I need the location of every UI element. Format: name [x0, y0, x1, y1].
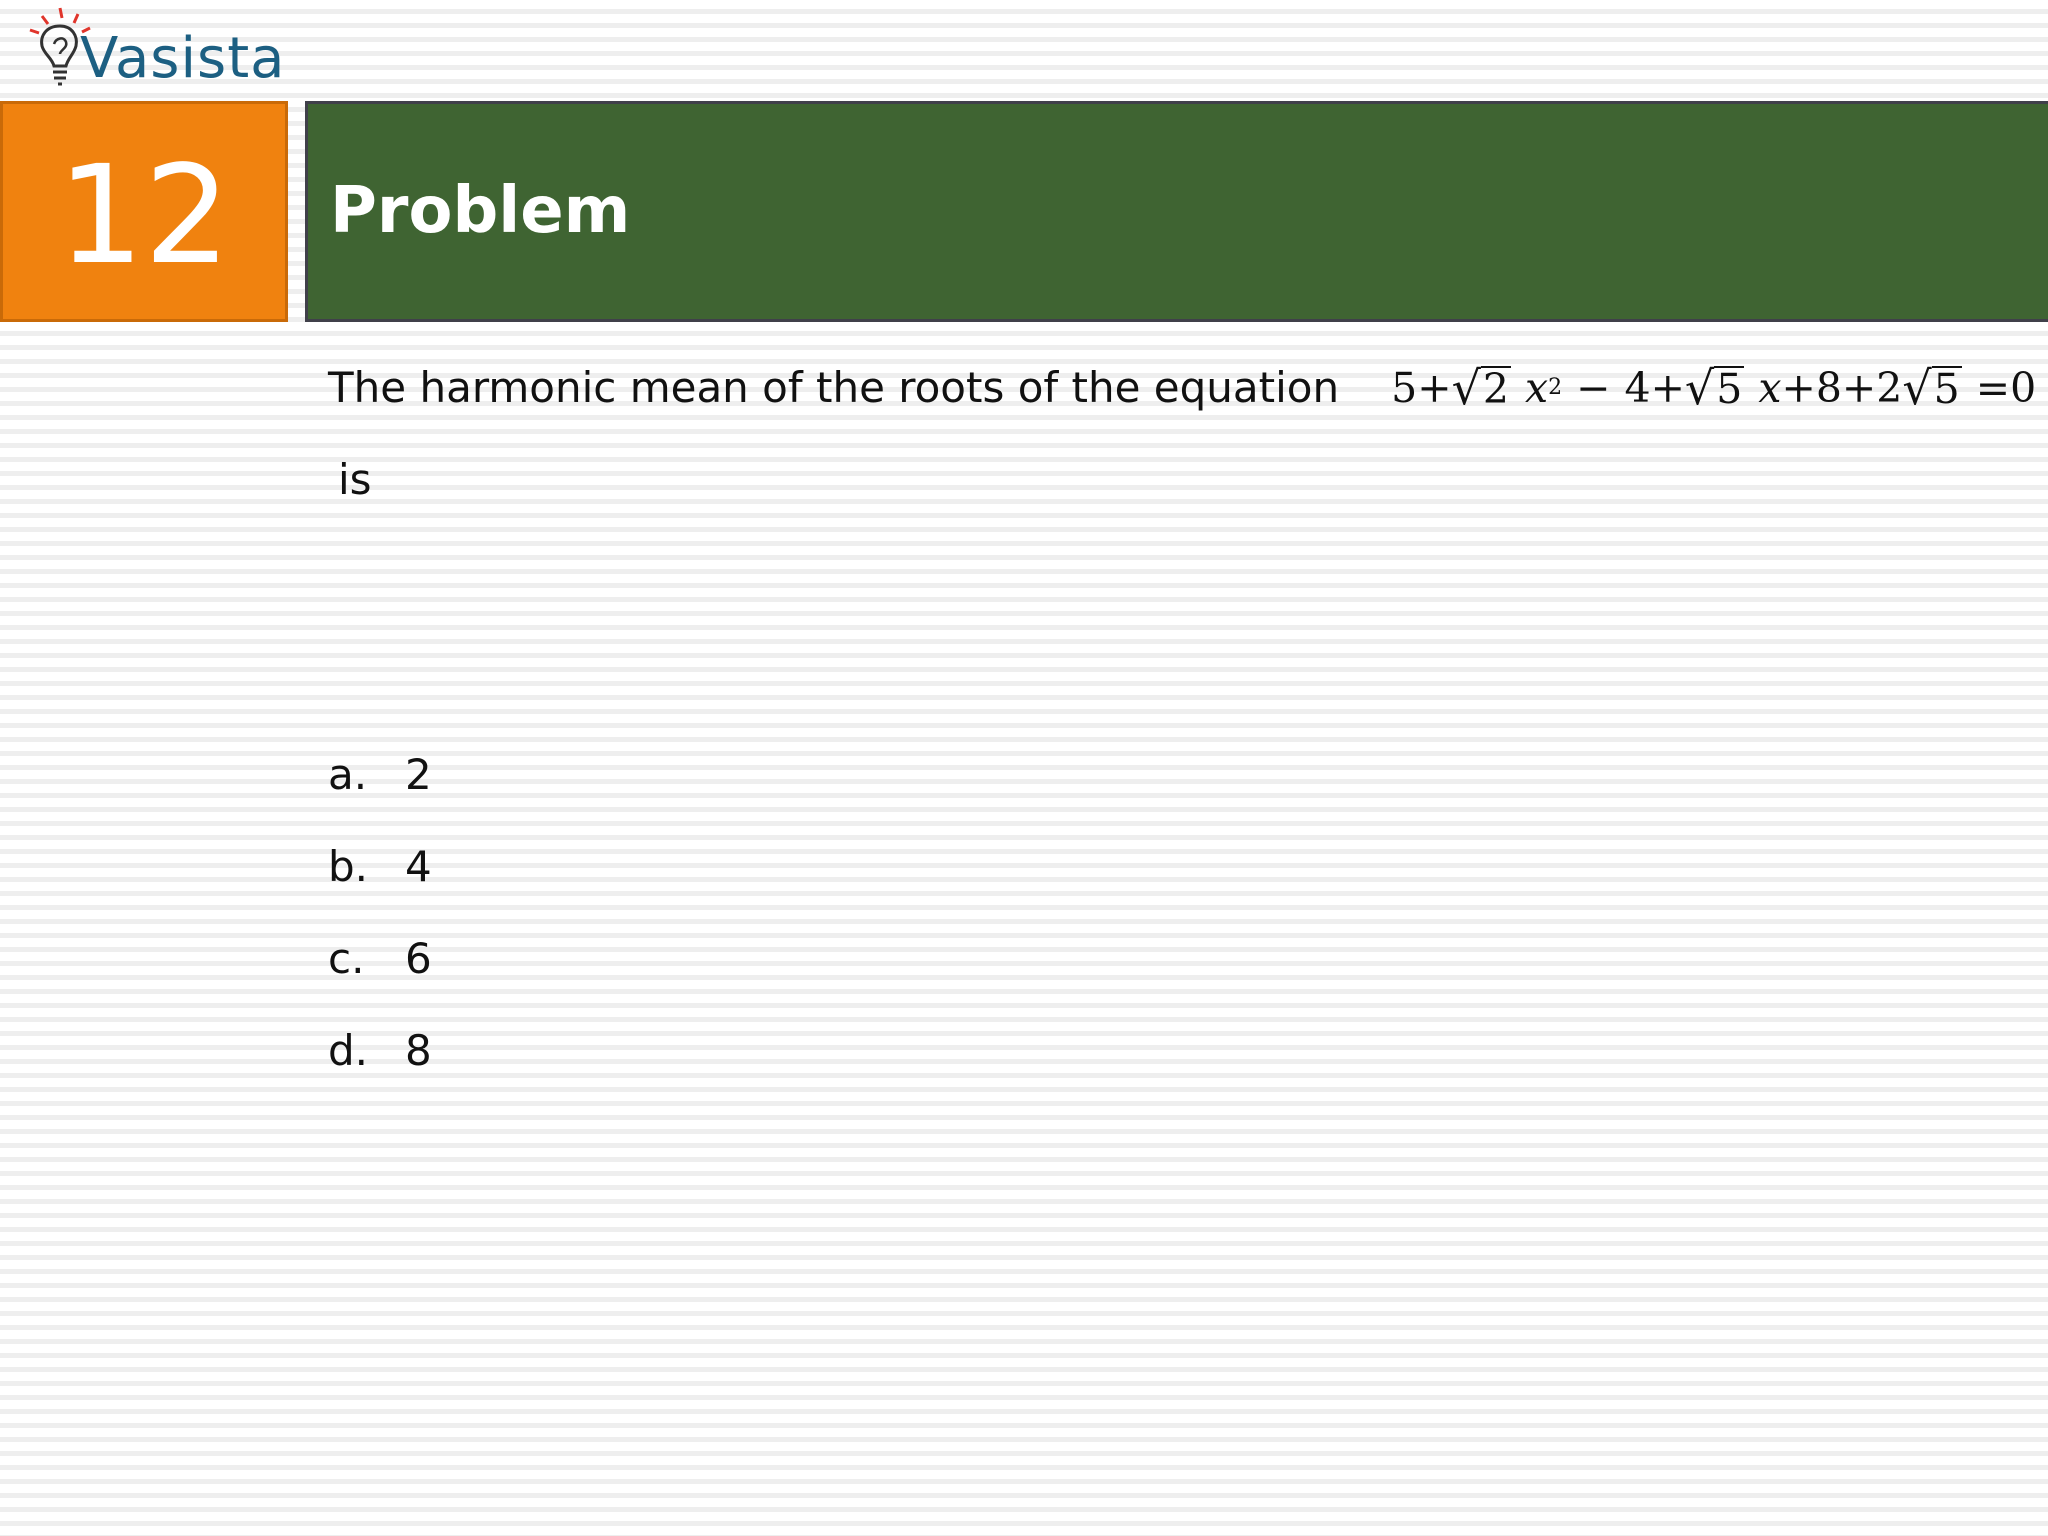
option-d	[328, 1004, 432, 1096]
option-b	[328, 820, 432, 912]
eq-plus: +	[1841, 364, 1877, 412]
option-a	[328, 728, 432, 820]
slide-number: 12	[57, 136, 231, 295]
option-letter: d.	[328, 1025, 369, 1075]
eq-sqrt-c	[1902, 361, 1961, 415]
logo-text: Vasista	[80, 26, 286, 91]
option-letter: a.	[328, 749, 368, 799]
eq-var-x: x	[1758, 364, 1782, 412]
slide-number-box	[0, 101, 288, 322]
option-value: 8	[405, 1025, 432, 1075]
eq-exponent: 2	[1548, 375, 1563, 400]
option-value: 4	[405, 841, 432, 891]
option-value: 2	[405, 749, 432, 799]
question-continuation: is	[338, 455, 372, 504]
eq-c-coef: 2	[1876, 364, 1903, 412]
radical-icon: √	[1451, 361, 1481, 415]
equation	[1391, 362, 2036, 414]
vasista-logo	[20, 4, 290, 96]
radical-icon: √	[1684, 361, 1715, 415]
eq-sqrt-a-radicand: 2	[1482, 364, 1509, 413]
eq-plus: +	[1417, 364, 1452, 412]
question-text: The harmonic mean of the roots of the equation	[328, 363, 1340, 412]
eq-minus: −	[1576, 364, 1611, 412]
eq-sqrt-c-radicand: 5	[1933, 364, 1960, 413]
option-letter: b.	[328, 841, 369, 891]
eq-sqrt-b-radicand: 5	[1716, 364, 1743, 413]
option-c	[328, 912, 432, 1004]
eq-b-const: 4	[1624, 364, 1651, 412]
radical-icon: √	[1902, 361, 1932, 415]
eq-equals: =	[1975, 364, 2011, 412]
option-value: 6	[405, 933, 432, 983]
eq-a-const: 5	[1391, 364, 1418, 412]
eq-plus: +	[1650, 364, 1685, 412]
question	[328, 361, 2037, 506]
eq-var-x: x	[1524, 364, 1549, 412]
eq-c-const: 8	[1815, 364, 1842, 412]
eq-sqrt-a	[1451, 361, 1511, 415]
eq-rhs: 0	[2010, 364, 2037, 412]
question-line	[328, 361, 2037, 415]
title-bar	[305, 101, 2048, 322]
slide-title: Problem	[330, 174, 631, 248]
eq-plus: +	[1781, 364, 1816, 412]
option-letter: c.	[328, 933, 365, 983]
eq-sqrt-b	[1684, 361, 1744, 415]
answer-options	[328, 728, 432, 1096]
